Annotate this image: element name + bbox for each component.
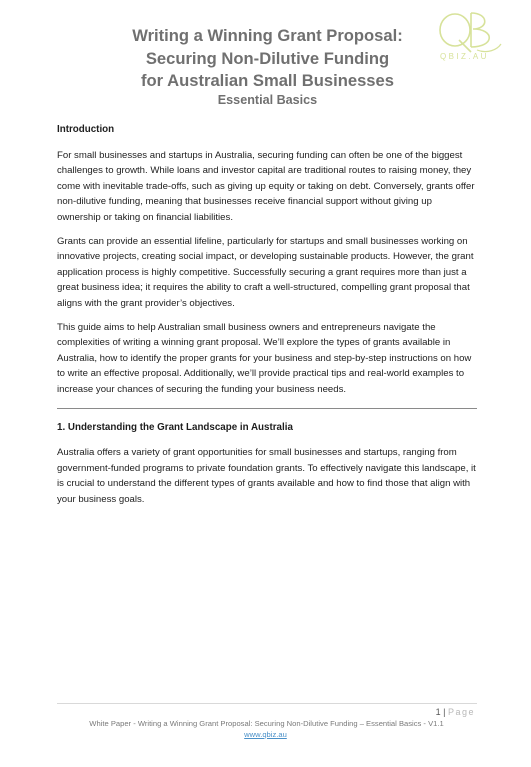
title-line-3: for Australian Small Businesses	[141, 71, 394, 90]
page-number-value: 1	[435, 707, 441, 717]
intro-paragraph-1: For small businesses and startups in Australia, securing funding can often be one of the biggest challenges to growth. While loans and investor capital are traditional routes to raising money, they come with inevitable trade-offs, such as giving up equity or taking on debt. Conversely, grants offer non-dilutive funding, meaning that businesses receive financial support without giving up ownership or taking on financial liabilities.	[57, 149, 475, 223]
title-line-1: Writing a Winning Grant Proposal:	[132, 26, 403, 45]
intro-paragraph-3: This guide aims to help Australian small business owners and entrepreneurs navigate the complexities of writing a winning grant proposal. We’ll explore the types of grants available in Australia, how to identify the proper grants for your business and step-by-step instructions on how to write an effective proposal. Additionally, we’ll provide practical tips and real-world examples to increase your chances of securing the funding your business needs.	[57, 321, 472, 395]
qb-logo-mark-icon	[437, 10, 505, 54]
document-subtitle: Essential Basics	[217, 92, 318, 107]
footer-website-link[interactable]: www.qbiz.au	[244, 730, 287, 739]
title-line-2: Securing Non-Dilutive Funding	[145, 48, 390, 68]
logo-subtext: QBIZ.AU	[440, 52, 489, 61]
intro-paragraph-2: Grants can provide an essential lifeline, particularly for startups and small businesses working on innovative projects, creating social impact, or developing sustainable products. However, the grant application process is highly competitive. Successfully securing a grant requires more than just a great business idea; it requires the ability to craft a well-structured, compelling grant proposal that aligns with the grant provider’s objectives.	[57, 235, 474, 309]
footer-text: White Paper - Writing a Winning Grant Proposal: Securing Non-Dilutive Funding – Essential Basics - V1.1	[89, 719, 444, 728]
page-number	[436, 707, 475, 717]
page-number-separator: |	[443, 707, 446, 717]
section-1-heading: 1. Understanding the Grant Landscape in Australia	[57, 421, 293, 433]
intro-heading: Introduction	[57, 124, 115, 135]
section-1-paragraph: Australia offers a variety of grant opportunities for small businesses and startups, ranging from government-funded programs to private foundation grants. To effectively navigate this landscape, it is crucial to understand the different types of grants available and how to find those that align with your business goals.	[57, 447, 476, 505]
document-title	[100, 25, 435, 109]
document-body	[57, 122, 477, 507]
footer-divider	[57, 703, 477, 704]
page-number-word: Page	[447, 707, 475, 717]
section-divider	[57, 408, 477, 409]
